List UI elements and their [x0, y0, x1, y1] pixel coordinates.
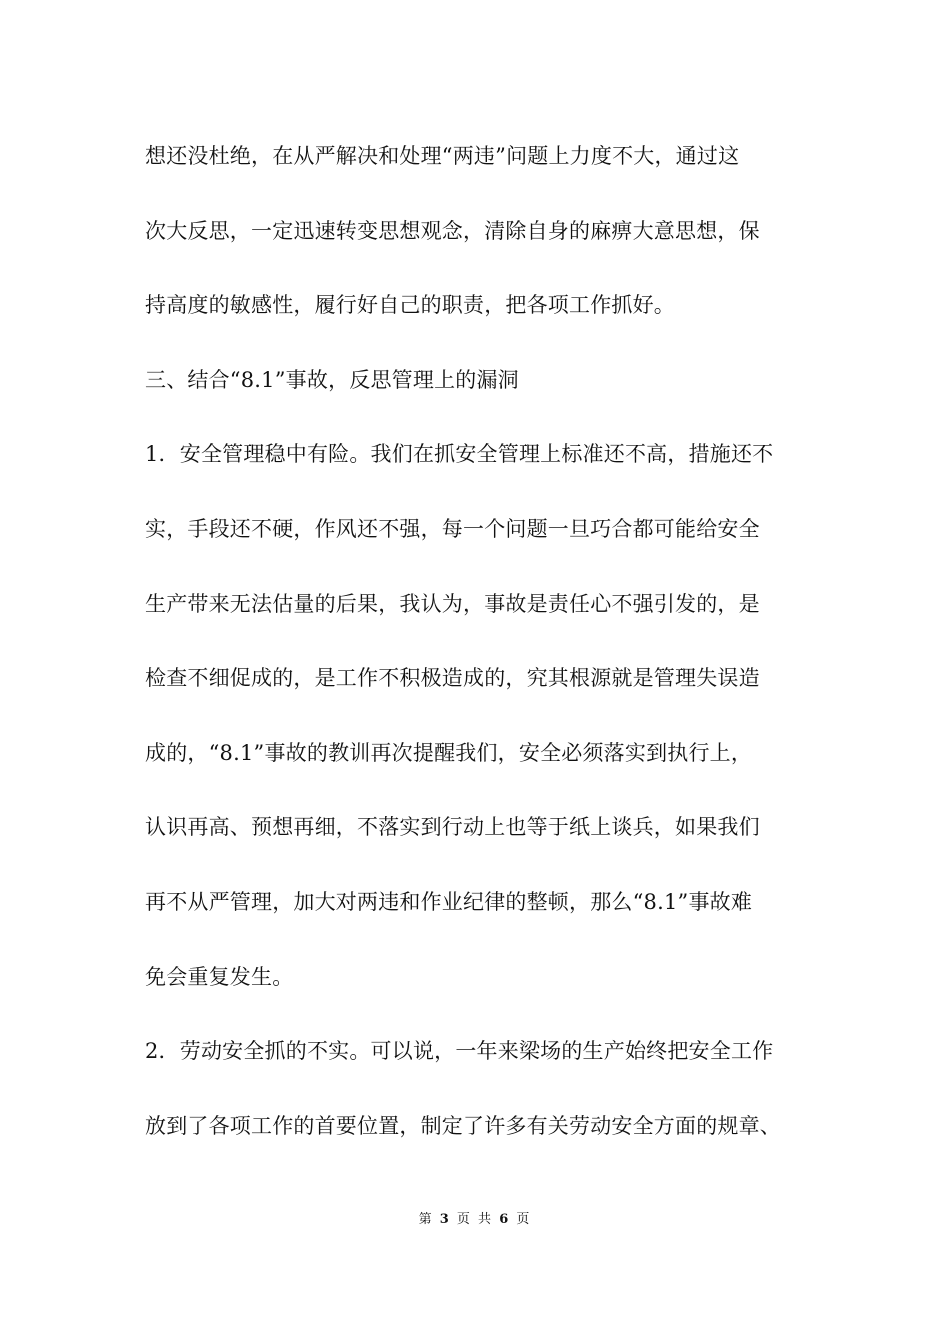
text-line: 想还没杜绝，在从严解决和处理“两违”问题上力度不大，通过这: [145, 144, 740, 168]
total-pages-number: 6: [499, 1212, 511, 1227]
text-line: 放到了各项工作的首要位置，制定了许多有关劳动安全方面的规章、: [145, 1113, 781, 1138]
text-line: 免会重复发生。: [145, 964, 294, 989]
footer-suffix: 页: [516, 1212, 532, 1227]
text-line: 次大反思，一定迅速转变思想观念，清除自身的麻痹大意思想，保: [145, 218, 760, 243]
body-text: [145, 131, 825, 1175]
text-line: 认识再高、预想再细，不落实到行动上也等于纸上谈兵，如果我们: [145, 815, 760, 840]
footer-prefix: 第: [418, 1212, 434, 1227]
page-footer: [0, 1208, 950, 1227]
text-line: 生产带来无法估量的后果，我认为，事故是责任心不强引发的，是: [145, 591, 760, 616]
text-line: 成的，“8.1”事故的教训再次提醒我们，安全必须落实到执行上，: [145, 740, 753, 765]
text-line: 实，手段还不硬，作风还不强，每一个问题一旦巧合都可能给安全: [145, 516, 760, 541]
text-line: 持高度的敏感性，履行好自己的职责，把各项工作抓好。: [145, 293, 675, 318]
text-line: 检查不细促成的，是工作不积极造成的，究其根源就是管理失误造: [145, 666, 760, 691]
footer-middle: 页 共: [456, 1212, 494, 1227]
text-line: 再不从严管理，加大对两违和作业纪律的整顿，那么“8.1”事故难: [145, 889, 753, 914]
text-line: 2．劳动安全抓的不实。可以说，一年来梁场的生产始终把安全工作: [145, 1039, 774, 1064]
current-page-number: 3: [439, 1212, 451, 1227]
section-heading: 三、结合“8.1”事故，反思管理上的漏洞: [145, 367, 519, 392]
text-line: 1．安全管理稳中有险。我们在抓安全管理上标准还不高，措施还不: [145, 442, 774, 467]
